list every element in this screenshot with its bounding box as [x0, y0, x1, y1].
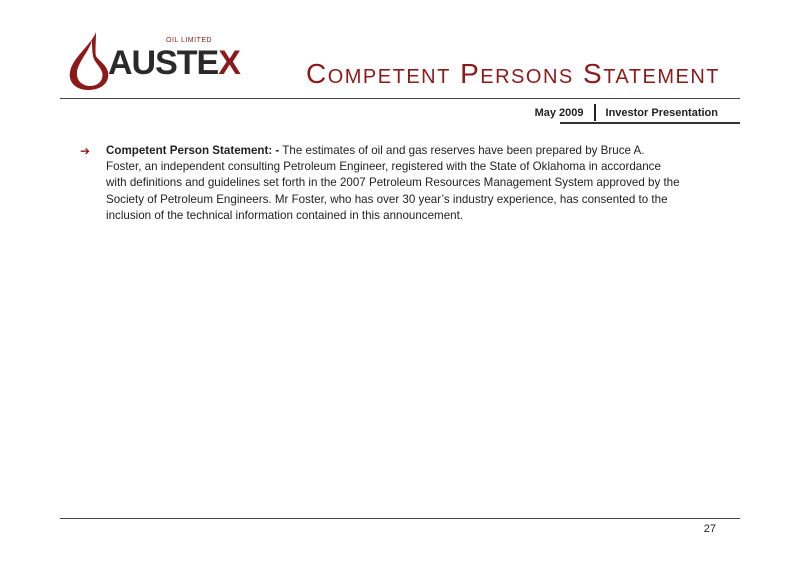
- bullet-lead: Competent Person Statement: -: [106, 144, 280, 157]
- logo-wordmark-accent: X: [218, 44, 240, 82]
- slide-title: Competent Persons Statement: [305, 58, 720, 89]
- presentation-section: Investor Presentation: [605, 106, 718, 119]
- arrow-right-icon: ➔: [80, 144, 91, 158]
- footer-divider: [60, 518, 740, 519]
- logo-tagline: OIL LIMITED: [166, 37, 213, 44]
- logo-wordmark-main: AUSTE: [108, 44, 219, 82]
- slide-subheader: [535, 104, 718, 121]
- logo-wordmark: [108, 46, 240, 80]
- header-divider: [60, 98, 740, 99]
- bullet-body: The estimates of oil and gas reserves have been prepared by Bruce A. Foster, an independent consulting Petroleum Engineer, registered with the State of Oklahoma in accordance with definitions and guidelines set forth in the 2007 Petroleum Resources Management System approved by the Society of Petroleum Engineers. Mr Foster, who has over 30 year’s industry experience, has consented to the inclusion of the technical information contained in this announcement.: [106, 144, 680, 222]
- presentation-date: May 2009: [534, 106, 584, 119]
- subheader-underline: [560, 122, 740, 124]
- subheader-separator: [594, 104, 596, 121]
- company-logo: [62, 30, 240, 92]
- page-number: 27: [703, 523, 716, 535]
- bullet-item: [80, 143, 680, 224]
- bullet-paragraph: [106, 143, 680, 224]
